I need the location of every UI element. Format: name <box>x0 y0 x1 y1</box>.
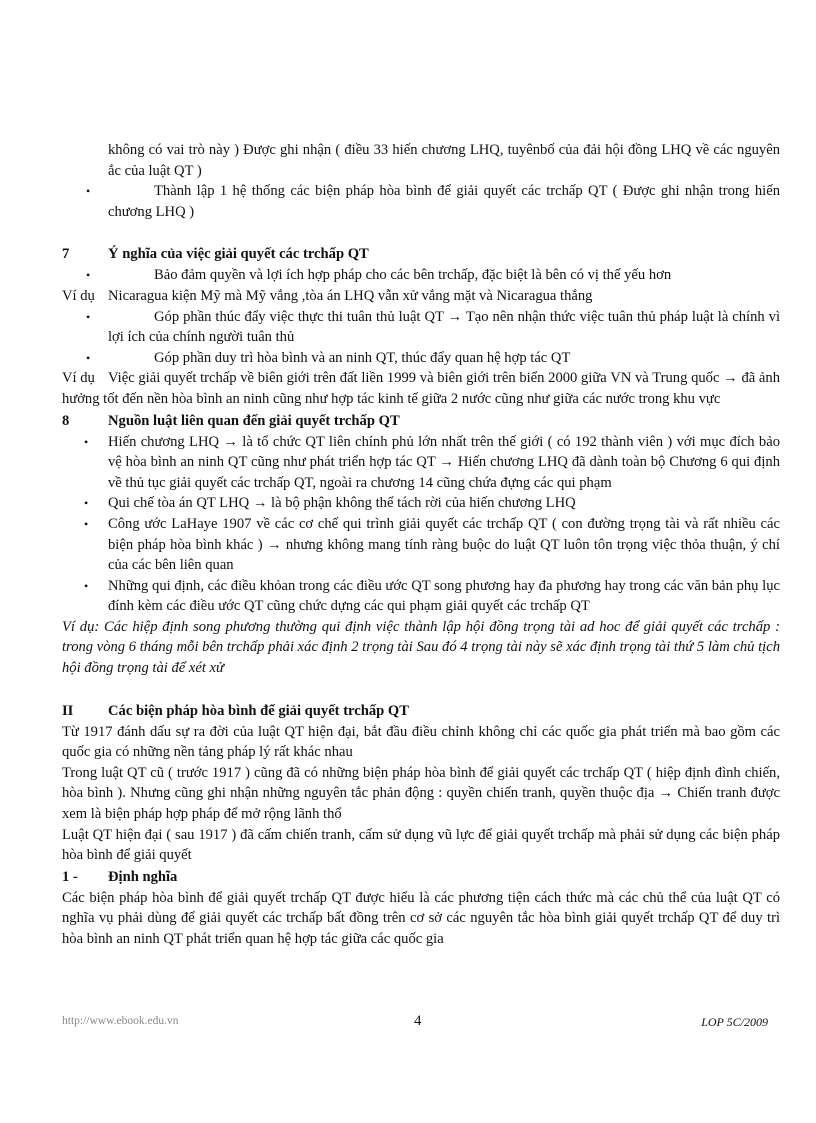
body-paragraph: Từ 1917 đánh dấu sự ra đời của luật QT hiện đại, bắt đầu điều chỉnh không chỉ các quốc gia phát triển mà bao gồm các quốc gia có những nền tảng pháp lý rất khác nhau <box>62 723 780 761</box>
page-number: 4 <box>414 1013 422 1029</box>
list-item <box>62 307 780 348</box>
example-text: Nicaragua kiện Mỹ mà Mỹ vắng ,tòa án LHQ vẫn xử vắng mặt và Nicaragua thắng <box>108 287 593 304</box>
bullet-icon: • <box>86 268 91 283</box>
bullet-icon: • <box>84 516 89 531</box>
section-title: Các biện pháp hòa bình để giải quyết trchấp QT <box>108 702 410 719</box>
bullet-icon: • <box>86 184 91 199</box>
list-item <box>62 265 780 286</box>
example-paragraph: Ví dụ: Các hiệp định song phương thường qui định việc thành lập hội đồng trọng tài ad hoc để giải quyết các trchấp : trong vòng 6 tháng mỗi bên trchấp phải xác định 2 trọng tài Sau đó 4 trọng tài này sẽ xác định trọng tài thứ 5 làm chủ tịch hội đồng trọng tài để xét xử <box>62 618 780 677</box>
body-paragraph: Các biện pháp hòa bình để giải quyết trchấp QT được hiểu là các phương tiện cách thức mà các chủ thể của luật QT có nghĩa vụ phải dùng để giải quyết các trchấp bất đồng trên cơ sở các nguyên tắc hòa bình giải quyết trchấp QT để duy trì hòa bình an ninh QT phát triển quan hệ hợp tác giữa các quốc gia <box>62 889 780 947</box>
bullet-icon: • <box>84 578 89 593</box>
list-item-text: Thành lập 1 hệ thống các biện pháp hòa bình để giải quyết các trchấp QT ( Được ghi nhận trong hiến chương LHQ ) <box>108 183 780 220</box>
section-heading <box>62 410 780 432</box>
section-number: 8 <box>62 412 70 429</box>
list-item <box>62 432 780 494</box>
document-body <box>62 140 780 950</box>
example-label: Ví dụ <box>62 370 95 387</box>
bullet-icon: • <box>86 309 91 324</box>
list-item-text: Công ước LaHaye 1907 về các cơ chế qui trình giải quyết các trchấp QT ( con đường trọng tài và rất nhiều các biện pháp hòa bình khác ) → nhưng không mang tính ràng buộc do luật QT luôn tôn trọng việc thỏa thuận, ý chí của các bên liên quan <box>108 515 780 574</box>
example-text: Việc giải quyết trchấp về biên giới trên đất liền 1999 và biên giới trên biển 2000 giữa VN và Trung quốc → đã ảnh hưởng tốt đến nền hòa bình an ninh cũng như hợp tác kinh tế giữa 2 nước cũng như giữa các nước trong khu vực <box>62 370 780 407</box>
section-number: 7 <box>62 246 70 263</box>
subsection-number: 1 - <box>62 868 78 885</box>
section-heading <box>62 700 780 722</box>
example-paragraph <box>62 368 780 409</box>
bullet-icon: • <box>84 496 89 511</box>
list-item <box>62 576 780 617</box>
list-item <box>62 348 780 369</box>
list-item-text: Những qui định, các điều khỏan trong các điều ước QT song phương hay đa phương hay trong các văn bản phụ lục đính kèm các điều ước QT cũng chức dựng các qui phạm giải quyết các trchấp QT <box>108 577 780 615</box>
body-paragraph: Luật QT hiện đại ( sau 1917 ) đã cấm chiến tranh, cấm sử dụng vũ lực để giải quyết trchấp mà phải sử dụng các biện pháp hòa bình để giải quyết <box>62 826 780 864</box>
list-item-text: Bảo đảm quyền và lợi ích hợp pháp cho các bên trchấp, đặc biệt là bên có vị thế yếu hơn <box>154 267 672 284</box>
example-label: Ví dụ <box>62 287 95 304</box>
body-paragraph: Trong luật QT cũ ( trước 1917 ) cũng đã có những biện pháp hòa bình để giải quyết các trchấp QT ( hiệp định đình chiến, hòa bình ). Nhưng cũng ghi nhận những nguyên tắc phản động : quyền chiến tranh, quyền thuộc địa → Chiến tranh được xem là biện pháp hợp pháp để mở rộng lãnh thổ <box>62 764 780 823</box>
list-item <box>62 493 780 514</box>
subsection-title: Định nghĩa <box>108 868 178 885</box>
footer-url[interactable]: http://www.ebook.edu.vn <box>62 1015 179 1027</box>
list-item <box>62 514 780 576</box>
section-title: Ý nghĩa của việc giải quyết các trchấp QT <box>108 246 369 263</box>
bullet-icon: • <box>86 350 91 365</box>
list-item <box>62 181 780 222</box>
section-heading <box>62 243 780 265</box>
continuation-paragraph: không có vai trò này ) Được ghi nhận ( điều 33 hiến chương LHQ, tuyênbố của đải hội đồng LHQ về các nguyên ắc của luật QT ) <box>108 142 780 179</box>
section-title: Nguồn luật liên quan đến giải quyết trchấp QT <box>108 412 400 429</box>
page-footer <box>62 1013 768 1033</box>
list-item-text: Góp phần duy trì hòa bình và an ninh QT, thúc đẩy quan hệ hợp tác QT <box>154 349 571 366</box>
list-item-text: Hiến chương LHQ → là tổ chức QT liên chính phủ lớn nhất trên thế giới ( có 192 thành viên ) với mục đích bảo vệ hòa bình an ninh QT cũng như phát triển hợp tác QT → Hiến chương LHQ đã dành toàn bộ Chương 6 qui định về thủ tục giải quyết các trchấp QT, ngoài ra chương 14 cũng chứa đựng các qui phạm <box>108 433 780 491</box>
list-item-text: Góp phần thúc đẩy việc thực thi tuân thủ luật QT → Tạo nên nhận thức việc tuân thủ pháp luật là chính vì lợi ích của chính người tuân thủ <box>108 308 780 346</box>
subsection-heading <box>62 866 780 888</box>
example-paragraph <box>62 286 780 307</box>
bullet-icon: • <box>84 434 89 449</box>
section-number: II <box>62 702 74 719</box>
list-item-text: Qui chế tòa án QT LHQ → là bộ phận không thể tách rời của hiến chương LHQ <box>108 495 576 512</box>
footer-class-label: LOP 5C/2009 <box>701 1015 768 1029</box>
